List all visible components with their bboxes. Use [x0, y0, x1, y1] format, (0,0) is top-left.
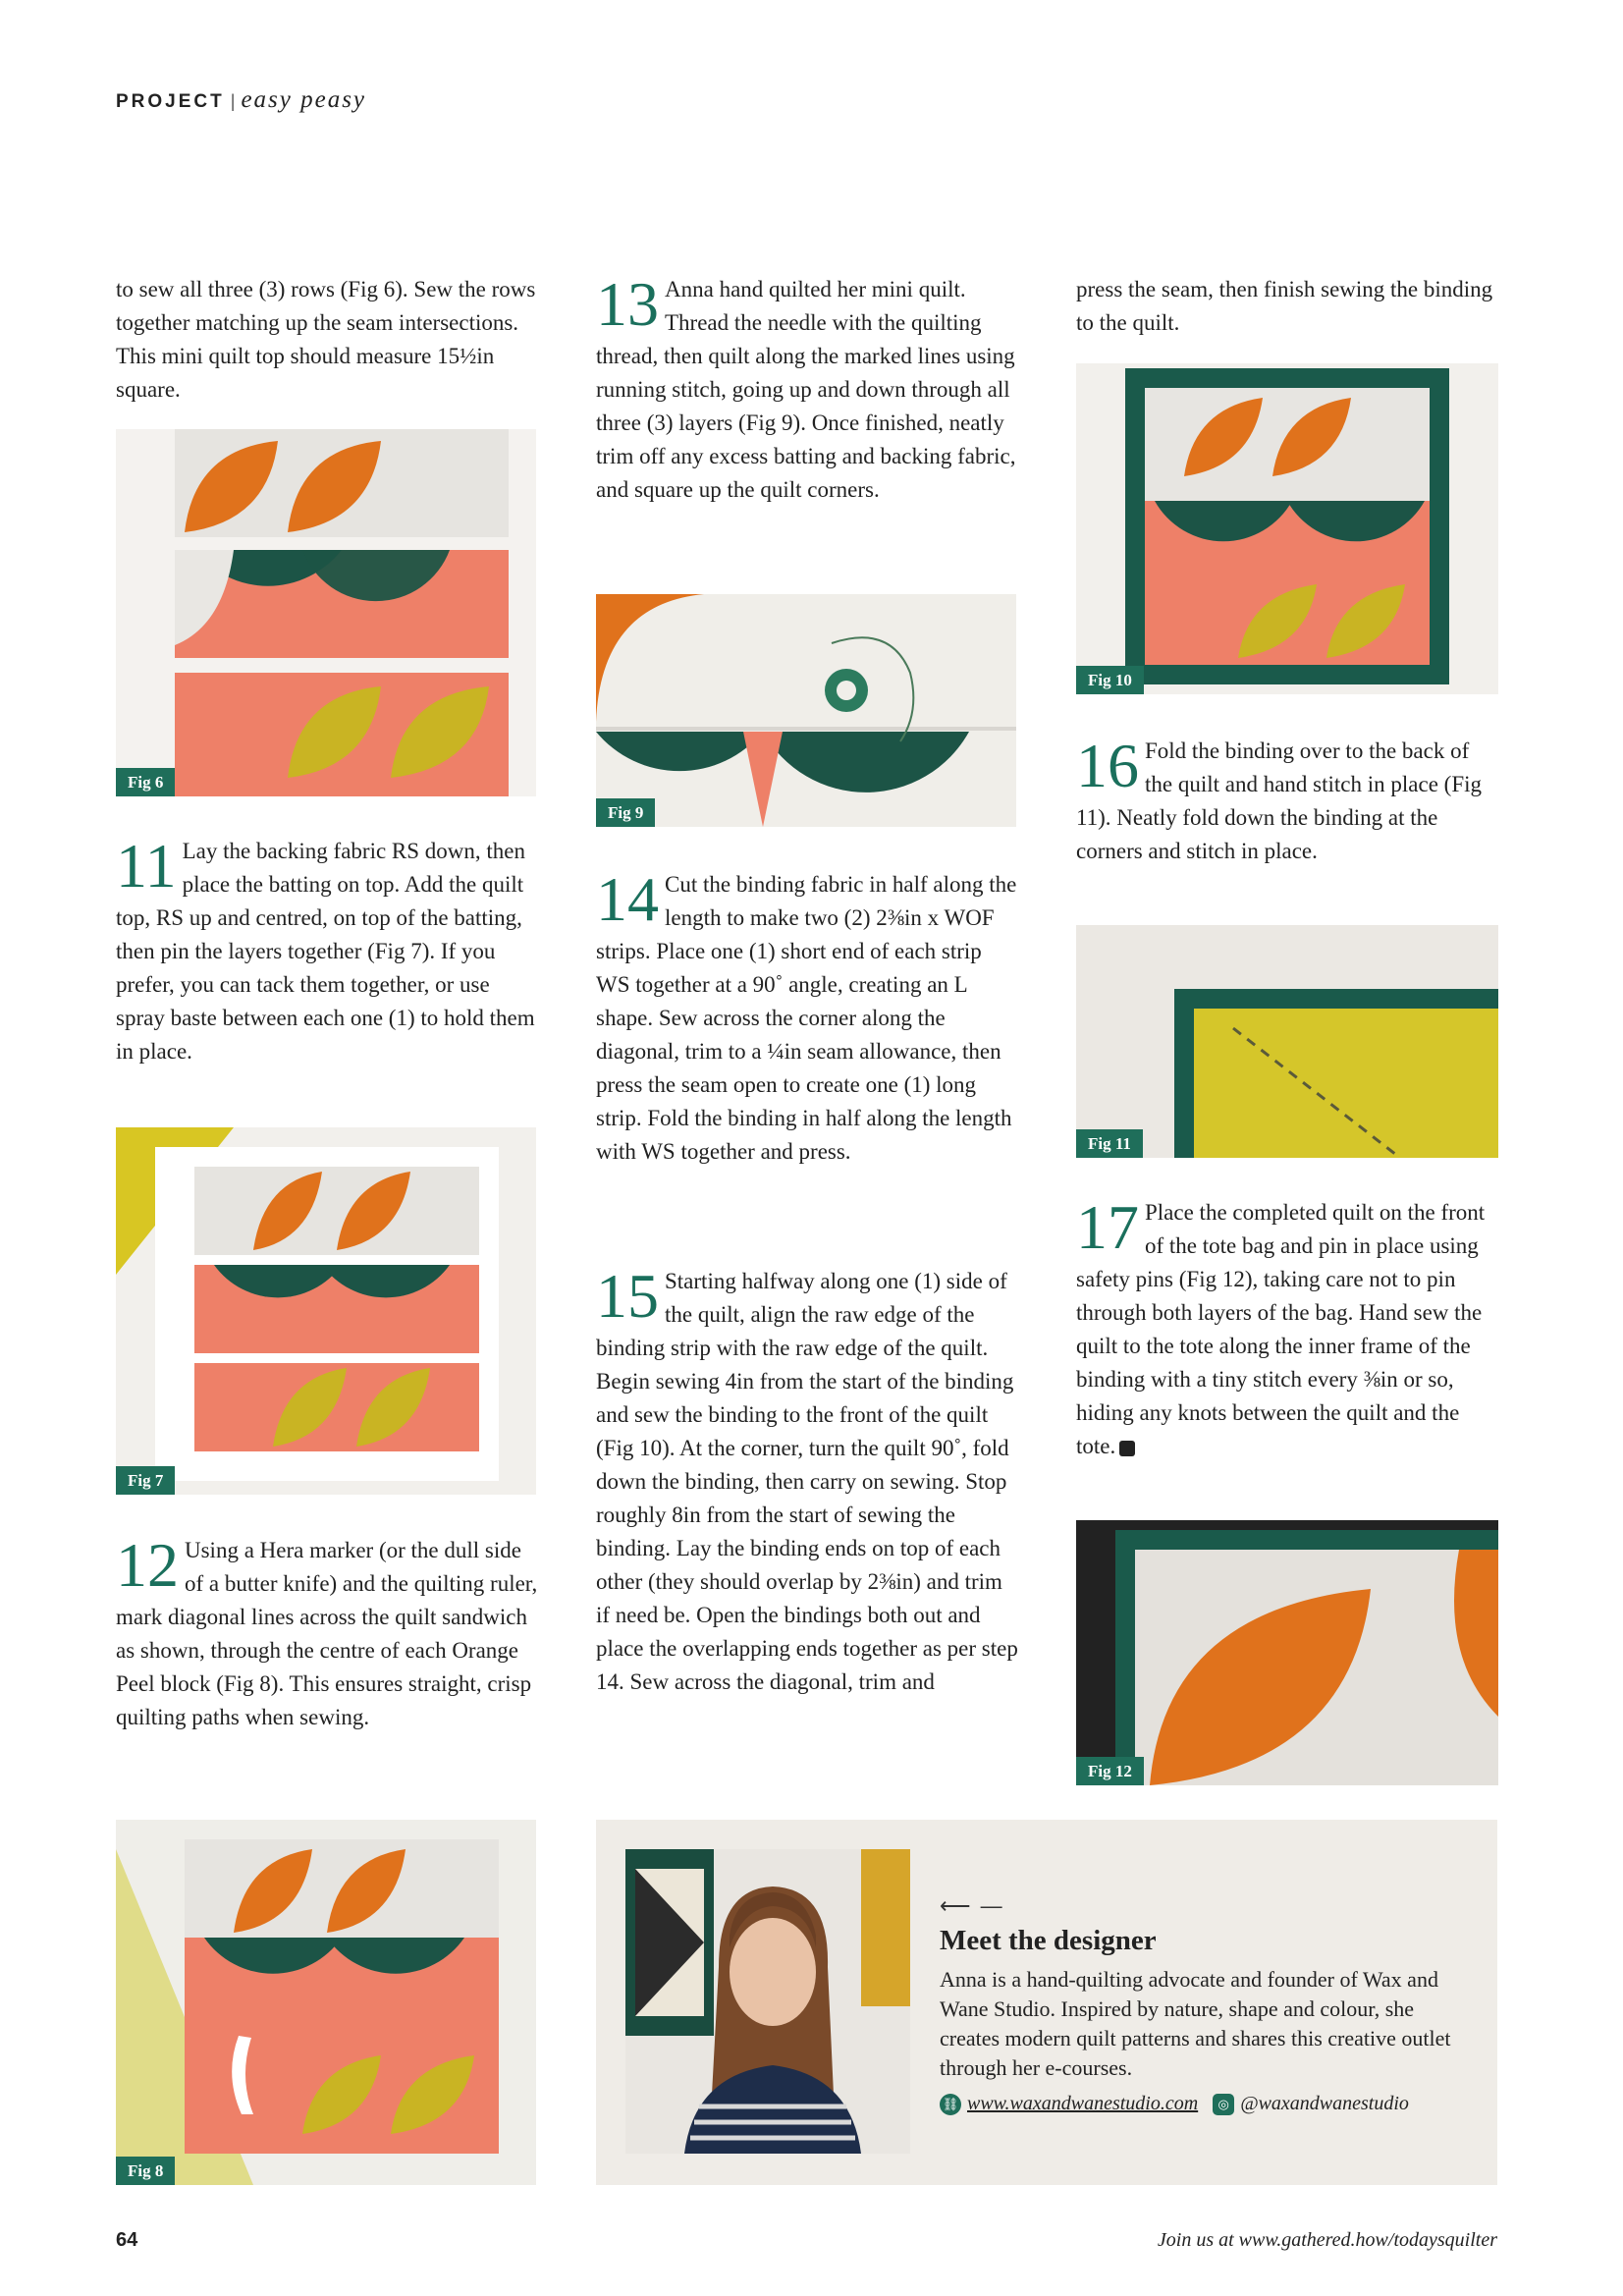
step-15 [596, 1261, 1018, 1699]
step-17 [1076, 1192, 1498, 1463]
fig8-illustration [116, 1820, 536, 2185]
running-header [116, 86, 366, 114]
fig9-label: Fig 9 [596, 798, 655, 827]
fig6-photo [116, 429, 536, 796]
fig8-label: Fig 8 [116, 2157, 175, 2185]
fig11-illustration [1076, 925, 1498, 1158]
designer-bio: Anna is a hand-quilting advocate and founder of Wax and Wane Studio. Inspired by nature, shape and colour, she creates modern quilt patterns and shares this creative outlet through her e-courses. [940, 1967, 1451, 2080]
col3-continuation [1076, 273, 1498, 340]
step-11 [116, 831, 538, 1068]
fig7-illustration [116, 1127, 536, 1495]
link-icon: ⛓ [940, 2094, 961, 2115]
designer-text [940, 1893, 1475, 2115]
intro-paragraph: to sew all three (3) rows (Fig 6). Sew the rows together matching up the seam intersections. This mini quilt top should measure 15½in square. [116, 277, 536, 402]
page-number: 64 [116, 2229, 138, 2251]
fig10-photo [1076, 363, 1498, 694]
fig10-illustration [1076, 363, 1498, 694]
header-section: PROJECT [116, 91, 225, 112]
fig6-label: Fig 6 [116, 768, 175, 796]
fig12-label: Fig 12 [1076, 1757, 1144, 1785]
fig10-label: Fig 10 [1076, 666, 1144, 694]
fig7-photo [116, 1127, 536, 1495]
website-link[interactable]: www.waxandwanestudio.com [967, 2093, 1199, 2114]
step-12-text: Using a Hera marker (or the dull side of a butter knife) and the quilting ruler, mark diagonal lines across the quilt sandwich as shown, through the centre of each Orange Peel block (Fig 8). This ensures straight, crisp quilting paths when sewing. [116, 1538, 538, 1729]
footer-promo: Join us at www.gathered.how/todaysquilter [1157, 2229, 1497, 2251]
step-16 [1076, 731, 1498, 868]
fig8-photo [116, 1820, 536, 2185]
step-11-number: 11 [116, 831, 177, 901]
fig12-illustration [1076, 1520, 1498, 1785]
step-15-number: 15 [596, 1261, 659, 1331]
step-13 [596, 269, 1018, 507]
step-14 [596, 864, 1018, 1169]
header-separator: | [230, 91, 236, 111]
portrait-illustration [625, 1849, 910, 2154]
instagram-handle[interactable]: @waxandwanestudio [1240, 2093, 1409, 2114]
fig9-illustration [596, 594, 1016, 827]
step-11-text: Lay the backing fabric RS down, then place the batting on top. Add the quilt top, RS up and centred, on top of the batting, then pin the layers together (Fig 7). If you prefer, you can tack them together, or use spray baste between each one (1) to hold them in place. [116, 839, 535, 1064]
header-subtitle: easy peasy [241, 86, 367, 113]
step-13-text: Anna hand quilted her mini quilt. Thread the needle with the quilting thread, then quilt along the marked lines using running stitch, going up and down through all three (3) layers (Fig 9). Once finished, neatly trim off any excess batting and backing fabric, and square up the quilt corners. [596, 277, 1016, 502]
step-14-number: 14 [596, 864, 659, 934]
fig6-illustration [116, 429, 536, 796]
step-13-number: 13 [596, 269, 659, 339]
arrow-icon: ⟵ — [940, 1893, 1004, 1918]
fig7-label: Fig 7 [116, 1466, 175, 1495]
step-16-text: Fold the binding over to the back of the quilt and hand stitch in place (Fig 11). Neatly fold down the binding at the corners and stitch in place. [1076, 738, 1483, 863]
instagram-icon: ◎ [1213, 2094, 1234, 2115]
fig11-photo [1076, 925, 1498, 1158]
step-17-text: Place the completed quilt on the front of the tote bag and pin in place using safety pins (Fig 12), taking care not to pin through both layers of the bag. Hand sew the quilt to the tote along the inner frame of the binding with a tiny stitch every ⅜in or so, hiding any knots between the quilt and the tote. [1076, 1200, 1486, 1458]
designer-links [940, 2093, 1475, 2115]
col1-intro [116, 273, 538, 407]
fig9-photo [596, 594, 1016, 827]
end-mark-icon [1119, 1441, 1135, 1456]
step-12 [116, 1530, 538, 1734]
step-15-text: Starting halfway along one (1) side of the quilt, align the raw edge of the binding strip with the raw edge of the quilt. Begin sewing 4in from the start of the binding and sew the binding to the front of the quilt (Fig 10). At the corner, turn the quilt 90˚, fold down the binding, then carry on sewing. Stop roughly 8in from the start of sewing the binding. Lay the binding ends on top of each other (they should overlap by 2⅜in) and trim if need be. Open the bindings both out and place the overlapping ends together as per step 14. Sew across the diagonal, trim and [596, 1269, 1018, 1694]
designer-portrait [625, 1849, 910, 2154]
step-16-number: 16 [1076, 731, 1139, 800]
designer-title: Meet the designer [940, 1925, 1157, 1956]
step-14-text: Cut the binding fabric in half along the length to make two (2) 2⅜in x WOF strips. Place one (1) short end of each strip WS together at a 90˚ angle, creating an L shape. Sew across the corner along the diagonal, trim to a ¼in seam allowance, then press the seam open to create one (1) long strip. Fold the binding in half along the length with WS together and press. [596, 872, 1017, 1164]
fig12-photo [1076, 1520, 1498, 1785]
step-12-number: 12 [116, 1530, 179, 1600]
col3-continuation-text: press the seam, then finish sewing the binding to the quilt. [1076, 277, 1493, 335]
meet-the-designer-box [596, 1820, 1497, 2185]
fig11-label: Fig 11 [1076, 1129, 1143, 1158]
step-17-number: 17 [1076, 1192, 1139, 1262]
